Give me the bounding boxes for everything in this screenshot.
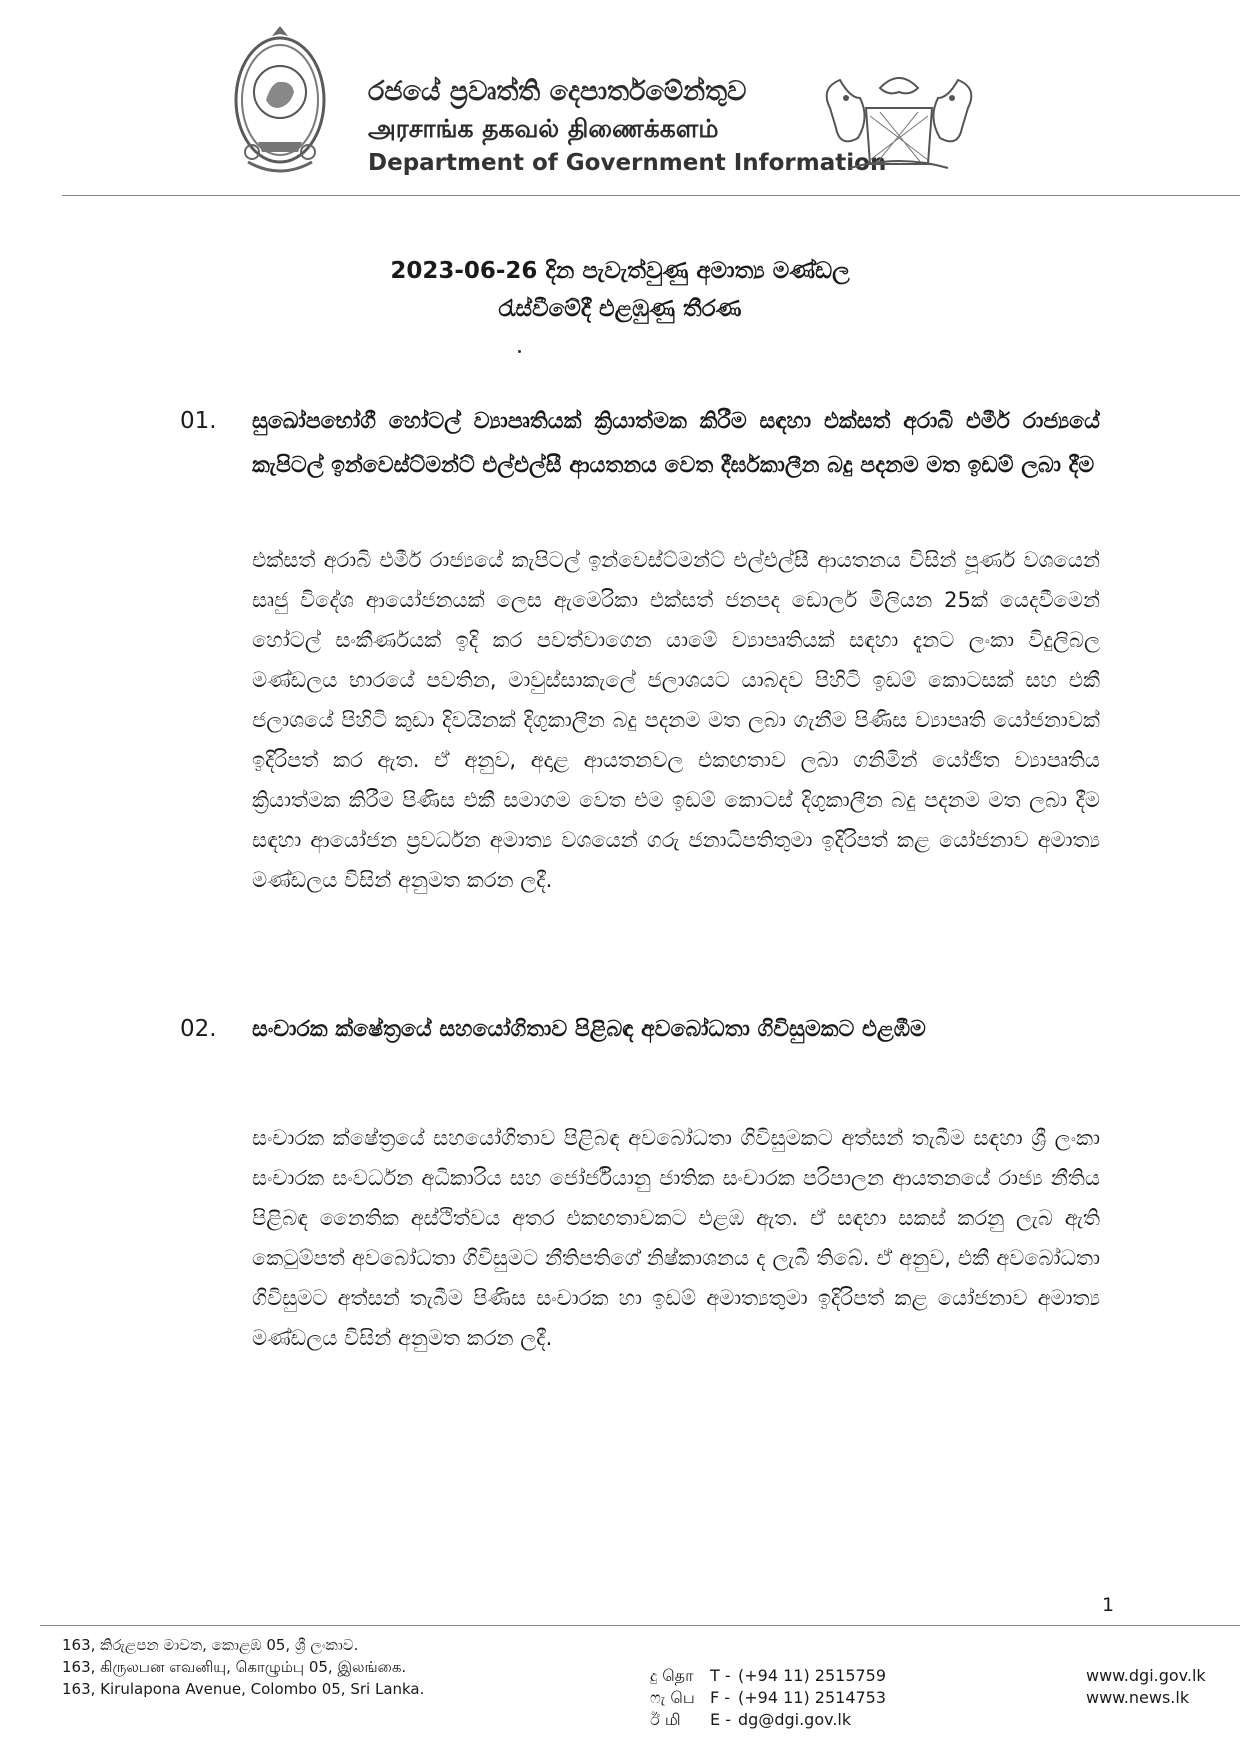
sri-lanka-national-emblem-icon	[228, 22, 332, 182]
contact-fax	[650, 1688, 886, 1709]
department-name-tamil: அரசாங்க தகவல் திணைக்களம்	[368, 114, 719, 143]
fax-number: (+94 11) 2514753	[738, 1688, 887, 1707]
stray-mark	[518, 350, 521, 353]
contact-telephone	[650, 1666, 886, 1687]
item-number: 01.	[180, 408, 217, 434]
item-heading: සංචාරක ක්ෂේත්‍රයේ සහයෝගිතාව පිළිබඳ අවබෝධතා ගිවිසුමකට එළඹීම	[252, 1017, 926, 1042]
contact-label: ෆැ பெ	[650, 1688, 695, 1707]
item-heading: සුඛෝපභෝගී හෝටල් ව්‍යාපෘතියක් ක්‍රියාත්මක කිරීම සඳහා එක්සත් අරාබි එමීර් රාජ්‍යයේ කැපිටල් ඉන්වෙස්ට්මන්ට් එල්එල්සී ආයතනය වෙත දීර්ඝකාලීන බදු පදනම මත ඉඩම් ලබා දීම	[252, 409, 1100, 478]
website-dgi: www.dgi.gov.lk	[1086, 1666, 1206, 1685]
document-title-line-2: රැස්වීමේදී එළඹුණු තීරණ	[498, 296, 742, 322]
telephone-number: (+94 11) 2515759	[738, 1666, 887, 1685]
page-number: 1	[1102, 1594, 1115, 1616]
header-divider	[62, 195, 1240, 196]
item-body: එක්සත් අරාබි එමීර් රාජ්‍යයේ කැපිටල් ඉන්වෙස්ට්මන්ට් එල්එල්සී ආයතනය විසින් පූර්ණ වශයෙන් සෘජු විදේශ ආයෝජනයක් ලෙස ඇමෙරිකා එක්සත් ජනපද ඩොලර් මිලියන 25ක් යෙදවීමෙන් හෝටල් සංකීර්ණයක් ඉදි කර පවත්වාගෙන යාමේ ව්‍යාපෘතියක් සඳහා දැනට ලංකා විදුලිබල මණ්ඩලය භාරයේ පවතින, මාවුස්සාකැලේ ජලාශයට යාබදව පිහිටි ඉඩම් කොටසක් සහ එකී ජලාශයේ පිහිටි කුඩා දිවයිනක් දිගුකාලීන බදු පදනම මත ලබා ගැනීම පිණිස ව්‍යාපෘති යෝජනාවක් ඉදිරිපත් කර ඇත. ඒ අනුව, අදාළ ආයතනවල එකඟතාව ලබා ගනිමින් යෝජිත ව්‍යාපෘතිය ක්‍රියාත්මක කිරීම පිණිස එකී සමාගම වෙත එම ඉඩම් කොටස් දිගුකාලීන බදු පදනම මත ලබා දීම සඳහා ආයෝජන ප්‍රවර්ධන අමාත්‍ය වශයෙන් ගරු ජනාධිපතිතුමා ඉදිරිපත් කළ යෝජනාව අමාත්‍ය මණ්ඩලය විසින් අනුමත කරන ලදී.	[252, 548, 1100, 892]
department-name-sinhala: රජයේ ප්‍රවෘත්ති දෙපාර්තමේන්තුව	[368, 76, 747, 107]
address-english: 163, Kirulapona Avenue, Colombo 05, Sri Lanka.	[62, 1680, 425, 1698]
footer-divider	[40, 1625, 1240, 1626]
item-number: 02.	[180, 1016, 217, 1042]
lion-ornament-logo-icon	[810, 68, 988, 180]
website-news: www.news.lk	[1086, 1688, 1190, 1707]
contact-letter: F -	[710, 1688, 731, 1707]
contact-letter: E -	[710, 1710, 731, 1729]
address-sinhala: 163, කිරුළපන මාවත, කොළඹ 05, ශ්‍රී ලංකාව.	[62, 1636, 359, 1654]
contact-letter: T -	[710, 1666, 731, 1685]
email-address: dg@dgi.gov.lk	[738, 1710, 852, 1729]
address-tamil: 163, கிருலபன எவனியு, கொழும்பு 05, இலங்கை.	[62, 1658, 407, 1676]
document-title-line-1: 2023-06-26 දින පැවැත්වුණු අමාත්‍ය මණ්ඩල	[390, 258, 850, 284]
department-name-english: Department of Government Information	[368, 150, 887, 176]
contact-label: දු தொ	[650, 1666, 694, 1685]
contact-email	[650, 1710, 851, 1731]
contact-label: ඊ மி	[650, 1710, 681, 1729]
item-body: සංචාරක ක්ෂේත්‍රයේ සහයෝගිතාව පිළිබඳ අවබෝධතා ගිවිසුමකට අත්සන් තැබීම සඳහා ශ්‍රී ලංකා සංචාරක සංවර්ධන අධිකාරිය සහ ජෝර්ජියානු ජාතික සංචාරක පරිපාලන ආයතනයේ රාජ්‍ය නීතිය පිළිබඳ නෛතික අස්ථිත්වය අතර එකඟතාවකට එළඹ ඇත. ඒ සඳහා සකස් කරනු ලැබ ඇති කෙටුම්පත් අවබෝධතා ගිවිසුමට නීතිපතිගේ නිෂ්කාශනය ද ලැබී තිබේ. ඒ අනුව, එකී අවබෝධතා ගිවිසුමට අත්සන් තැබීම පිණිස සංචාරක හා ඉඩම් අමාත්‍යතුමා ඉදිරිපත් කළ යෝජනාව අමාත්‍ය මණ්ඩලය විසින් අනුමත කරන ලදී.	[252, 1126, 1100, 1350]
